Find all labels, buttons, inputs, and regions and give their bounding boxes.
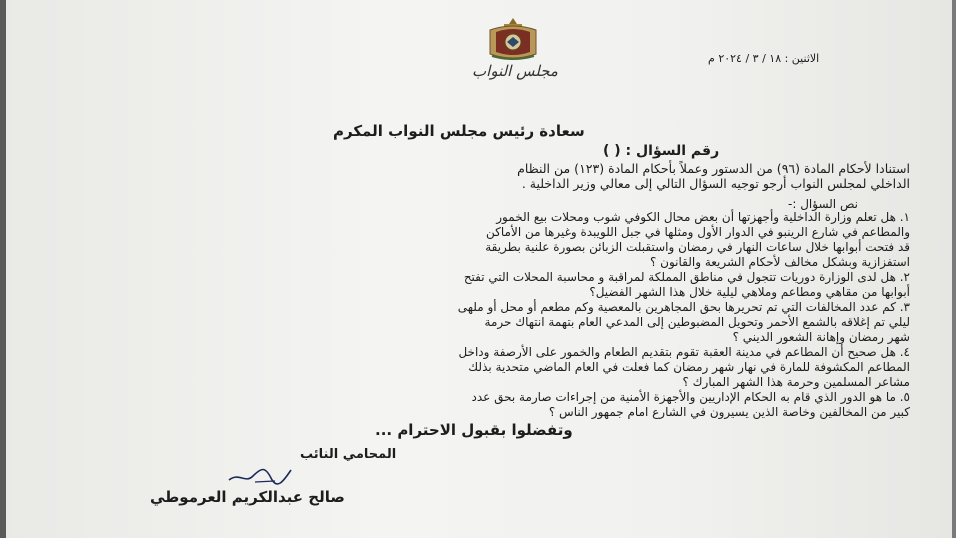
question-4-line-1: ٤. هل صحيح أن المطاعم في مدينة العقبة تقوم بتقديم الطعام والخمور على الأرصفة وداخل [458,345,910,359]
question-3-line-1: ٣. كم عدد المخالفات التي تم تحريرها بحق المجاهرين بالمعصية وكم مطعم أو محل أو ملهى [457,300,910,314]
question-number: رقم السؤال : ( ) [603,143,720,159]
question-4-line-2: المطاعم المكشوفة للمارة في نهار شهر رمضان كما فعلت في العام الماضي متحدية بذلك [468,360,910,374]
question-4-line-3: مشاعر المسلمين وحرمة هذا الشهر المبارك ؟ [682,375,910,389]
handwritten-signature [225,462,295,488]
signer-title: المحامي النائب [300,447,397,462]
closing-line: وتفضلوا بقبول الاحترام ... [375,421,573,439]
salutation: سعادة رئيس مجلس النواب المكرم [333,122,585,140]
signer-name: صالح عبدالكريم العرموطي [150,488,345,506]
coat-of-arms-emblem [482,14,544,64]
intro-line-2: الداخلي لمجلس النواب أرجو توجيه السؤال التالي إلى معالي وزير الداخلية . [521,176,910,191]
parliament-name: مجلس النواب [472,62,558,80]
question-2-line-1: ٢. هل لدى الوزارة دوريات تتجول في مناطق المملكة لمراقبة و محاسبة المحلات التي تفتح [463,270,910,284]
questions-heading: نص السؤال :- [788,197,858,211]
question-3-line-3: شهر رمضان وإهانة الشعور الديني ؟ [732,330,910,344]
intro-line-1: استنادا لأحكام المادة (٩٦) من الدستور وعملاً بأحكام المادة (١٢٣) من النظام [517,161,910,176]
question-1-line-4: استفزازية وبشكل مخالف لأحكام الشريعة والقانون ؟ [649,255,910,269]
question-1-line-2: والمطاعم في شارع الرينبو في الدوار الأول ومثلها في جبل اللويبدة وغيرها من الأماكن [486,225,910,239]
document-date: الاثنين : ١٨ / ٣ / ٢٠٢٤ م [708,52,820,65]
scan-edge-left [0,0,6,538]
question-2-line-2: أبوابها من مقاهي ومطاعم وملاهي ليلية خلال هذا الشهر الفضيل؟ [589,285,910,299]
question-3-line-2: ليلي تم إغلاقه بالشمع الأحمر وتحويل المضبوطين إلى المدعي العام بتهمة انتهاك حرمة [484,315,910,329]
question-1-line-3: قد فتحت أبوابها خلال ساعات النهار في رمضان واستقبلت الزبائن بصورة علنية بطريقة [485,240,910,254]
question-5-line-1: ٥. ما هو الدور الذي قام به الحكام الإداريين والأجهزة الأمنية من إجراءات صارمة بحق عدد [471,390,910,404]
question-5-line-2: كبير من المخالفين وخاصة الذين يسيرون في الشارع امام جمهور الناس ؟ [548,405,910,419]
question-1-line-1: ١. هل تعلم وزارة الداخلية وأجهزتها أن بعض محال الكوفي شوب ومحلات بيع الخمور [496,210,910,224]
scan-edge-right [952,0,956,538]
